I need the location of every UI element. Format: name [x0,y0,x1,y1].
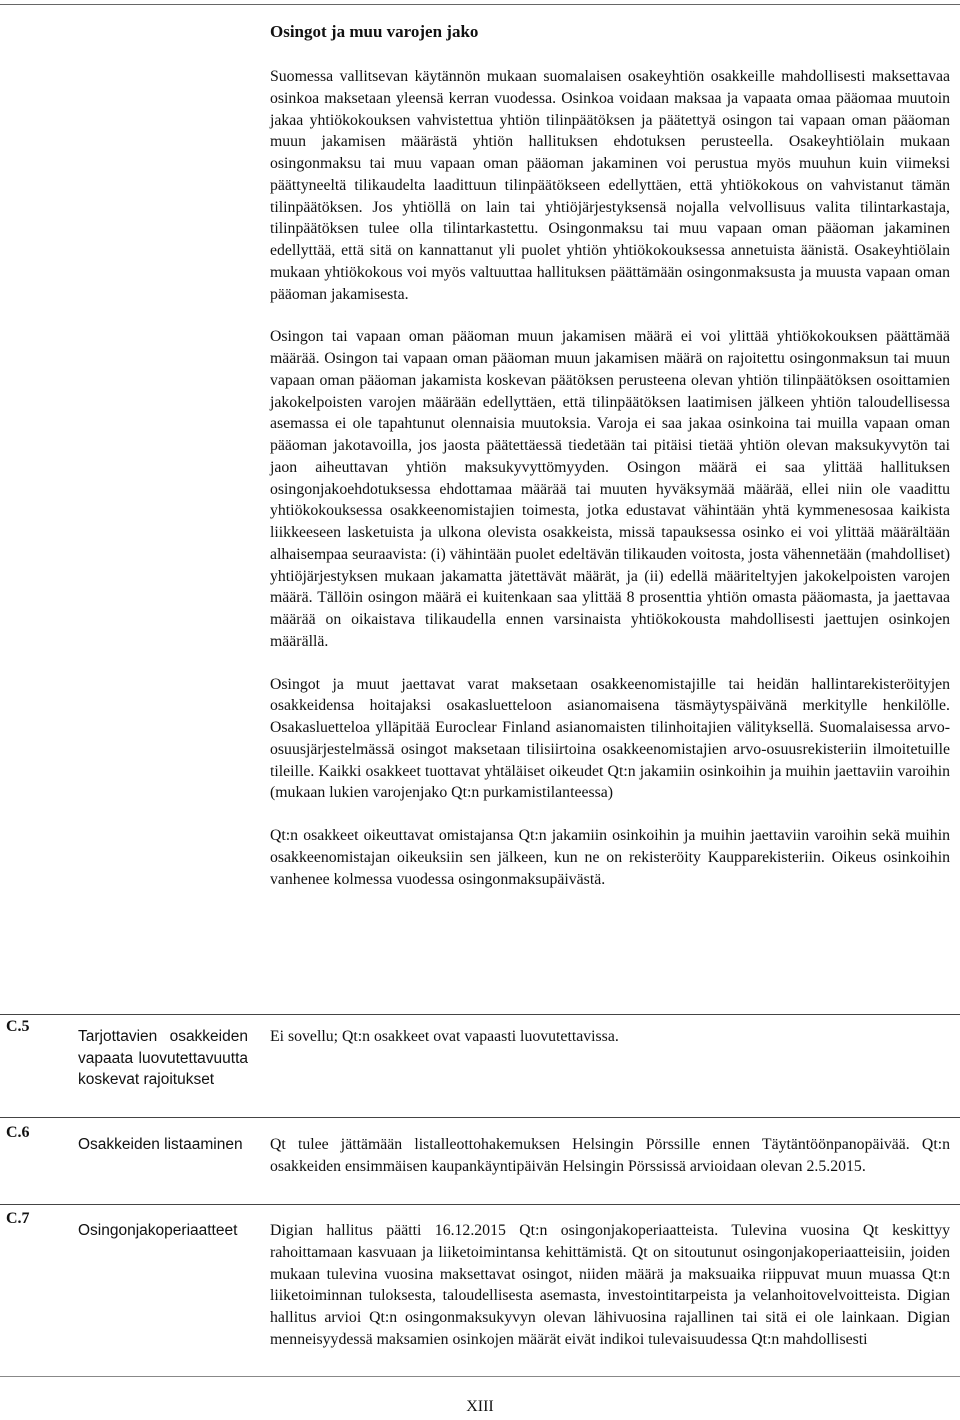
row-text: Ei sovellu; Qt:n osakkeet ovat vapaasti luovutettavissa. [270,1028,619,1045]
section-body [270,66,950,911]
row-number: C.5 [6,1018,30,1035]
section-title: Osingot ja muu varojen jako [270,22,479,41]
top-rule [0,4,960,5]
row-number: C.7 [6,1210,30,1227]
row-text: Digian hallitus päätti 16.12.2015 Qt:n osingonjakoperiaatteista. Tulevina vuosina Qt keskittyy rahoittamaan kasvuaan ja liiketoimintansa kehittämistä. Qt on sitoutunut osingonjakoperiaatteisiin, joiden mukaan tulevina vuosina maksettavat osingot, niiden määrä ja maksuaika riippuvat muun muassa Qt:n liiketoiminnan tuloksesta, taloudellisesta asemasta, investointitarpeista ja velanhoitovelvoitteista. Digian hallitus arvioi Qt:n osingonmaksukyvyn olevan lähivuosina rajallinen tai sitä ei ole lainkaan. Digian menneisyydessä maksamien osinkojen määrät eivät indikoi tulevaisuudessa Qt:n mahdollisesti [270,1222,950,1348]
paragraph: Qt:n osakkeet oikeuttavat omistajansa Qt:n jakamiin osinkoihin ja muihin jaettaviin varoihin sekä muihin osakkeenomistajan oikeuksiin sen jälkeen, kun ne on rekisteröity Kaupparekisteriin. Oikeus osinkoihin vanhenee kolmessa vuodessa osingonmaksupäivästä. [270,827,950,888]
paragraph: Osingon tai vapaan oman pääoman muun jakamisen määrä ei voi ylittää yhtiökokouksen päättämää määrää. Osingon tai vapaan oman pääoman muun jakamisen määrä on rajoitettu osingonmaksun tai muun vapaan oman pääoman jakamista koskevan päätöksen perusteena olevan yhtiön tilinpäätöksen osoittamien jakokelpoisten varojen määrään edellyttäen, että tilinpäätöksen laatimisen jälkeen yhtiön taloudellisessa asemassa ei ole tapahtunut olennaisia muutoksia. Varoja ei saa jakaa osinkoina tai muilla vapaan oman pääoman jakotavoilla, jos jaosta päätettäessä tiedetään tai pitäisi tietää yhtiön olevan maksukyvytön tai jaon aiheuttavan yhtiön maksukyvyttömyyden. Osingon määrä ei saa ylittää hallituksen osingonjakoehdotuksessa ehdottamaa määrää tai muuten hyväksymää määrää, ellei niin ole vaadittu yhtiökokouksessa osakkeenomistajien toimesta, jotka edustavat vähintään yhtä kymmenesosaa kaikista liikkeeseen lasketuista ja ulkona olevista osakkeista, missä tapauksessa osinko ei voi ylittää määrältään alhaisempaa seuraavista: (i) vähintään puolet edeltävän tilikauden voitosta, josta vähennetään (mahdolliset) yhtiöjärjestyksen mukaan jakamatta jätettävät määrät, ja (ii) edellä määriteltyjen jakokelpoisten varojen määrä. Tällöin osingon määrä ei kuitenkaan saa ylittää 8 prosenttia yhtiön omasta pääomasta, ja jaettavaa määrää on oikaistava tilikaudella ennen varsinaista yhtiökokousta mahdollisesti jaettujen osinkojen määrällä. [270,328,950,650]
bottom-rule [0,1376,960,1377]
row-text: Qt tulee jättämään listalleottohakemuksen Helsingin Pörssille ennen Täytäntöönpanopäivää. Qt:n osakkeiden ensimmäisen kaupankäyntipäivän Helsingin Pörssissä arvioidaan olevan 2.5.2015. [270,1136,950,1175]
row-separator [0,1117,960,1118]
row-label: Tarjottavien osakkeiden vapaata luovutettavuutta koskevat rajoitukset [78,1028,248,1088]
row-separator [0,1204,960,1205]
row-label: Osakkeiden listaaminen [78,1136,243,1153]
page-number: XIII [466,1398,494,1415]
row-number: C.6 [6,1124,30,1141]
row-label: Osingonjakoperiaatteet [78,1222,238,1239]
paragraph: Suomessa vallitsevan käytännön mukaan suomalaisen osakeyhtiön osakkeille mahdollisesti maksettavaa osinkoa maksetaan yleensä kerran vuodessa. Osinkoa voidaan maksaa ja vapaata omaa pääomaa muutoin jakaa yhtiökokouksen vahvistettua yhtiön tilinpäätöksen ja päätettyä osingon tai vapaan oman pääoman muun jakamisen määrästä yhtiön hallituksen ehdotuksen perusteella. Osakeyhtiölain mukaan osingonmaksu tai muu vapaan oman pääoman jakaminen voi perustua myös muuhun kuin viimeksi päättyneeltä tilikaudelta laadittuun tilinpäätökseen edellyttäen, että yhtiökokous on vahvistanut tämän tilinpäätöksen. Jos yhtiöllä on lain tai yhtiöjärjestyksensä nojalla velvollisuus valita tilintarkastaja, tilinpäätöksen tulee olla tilintarkastettu. Osingonmaksu tai muu vapaan oman pääoman jakaminen edellyttää, että sitä on kannattanut yli puolet yhtiön yhtiökokouksessa annetuista äänistä. Osakeyhtiölain mukaan yhtiökokous voi myös valtuuttaa hallituksen päättämään osingonmaksusta ja muusta vapaan oman pääoman jakamisesta. [270,68,950,303]
paragraph: Osingot ja muut jaettavat varat maksetaan osakkeenomistajille tai heidän hallintarekisteröityjen osakkeidensa hoitajaksi osakasluetteloon asianomaisena täsmäytyspäivänä merkitylle henkilölle. Osakasluetteloa ylläpitää Euroclear Finland asianomaisten tilinhoitajien välityksellä. Suomalaisessa arvo-osuusjärjestelmässä osingot maksetaan tilisiirtoina osakkeenomistajien arvo-osuusrekisteriin ilmoitetuille tileille. Kaikki osakkeet tuottavat yhtäläiset oikeudet Qt:n jakamiin osinkoihin ja muihin jaettaviin varoihin (mukaan lukien varojenjako Qt:n purkamistilanteessa) [270,675,950,802]
row-separator [0,1014,960,1015]
